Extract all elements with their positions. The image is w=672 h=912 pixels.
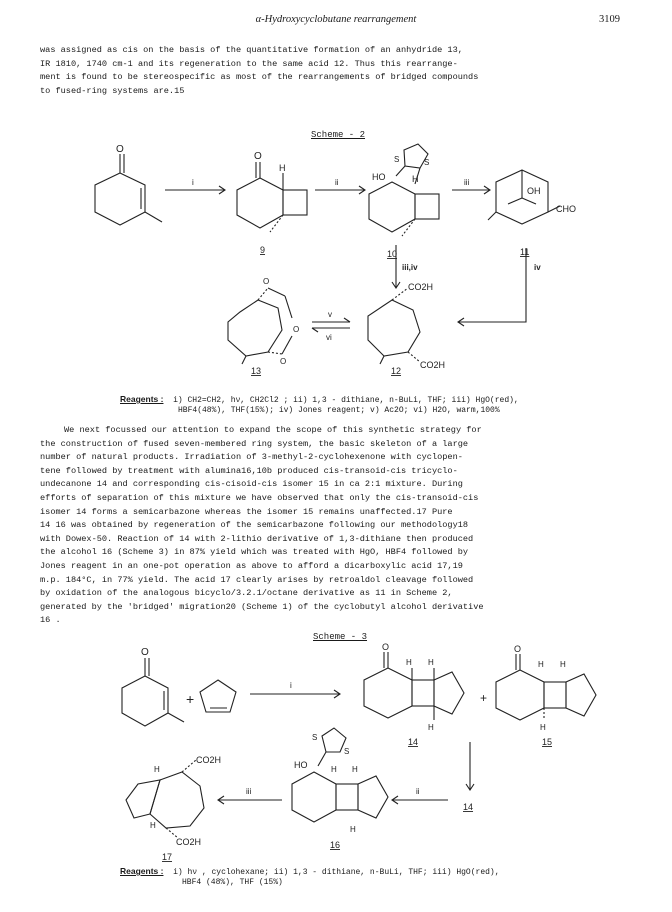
- page-number: 3109: [599, 14, 620, 25]
- compound-label: 13: [251, 366, 262, 376]
- compound-16-structure: [292, 728, 388, 834]
- arrow-iii: [218, 787, 282, 804]
- reagents-line: i) CH2=CH2, hν, CH2Cl2 ; ii) 1,3 - dithiane, n-BuLi, THF; iii) HgO(red),: [173, 396, 519, 405]
- text-line: the construction of fused seven-membered ring system, the basic skeleton of a large: [40, 438, 469, 449]
- arrow-i: [165, 178, 225, 194]
- text-line: IR 1810, 1740 cm-1 and its regeneration to the same acid 12. Thus this rearrange-: [40, 58, 458, 69]
- cyclopentene-structure: [200, 680, 236, 712]
- atom-label: O: [280, 357, 287, 366]
- text-line: 16 .: [40, 615, 61, 626]
- atom-label: O: [254, 151, 262, 162]
- running-head: α-Hydroxycyclobutane rearrangement: [255, 14, 417, 25]
- atom-label: O: [382, 642, 390, 652]
- compound-label: 15: [542, 737, 553, 747]
- reagents-heading: Reagents :: [120, 394, 164, 404]
- arrow-ii: [392, 787, 448, 804]
- scheme-3-title: Scheme - 3: [313, 632, 368, 642]
- arrow-label: v: [328, 310, 332, 319]
- intro-paragraph: [40, 44, 640, 98]
- atom-label: HO: [294, 760, 308, 770]
- arrow-label: i: [290, 681, 292, 690]
- text-line: by oxidation of the analogous bicyclo/3.2.1/octane derivative as 11 in Scheme 2,: [40, 588, 453, 599]
- scheme-2-title: Scheme - 2: [311, 130, 366, 140]
- arrow-ii: [315, 178, 365, 194]
- plus-sign: +: [186, 691, 195, 707]
- atom-label: CO2H: [408, 282, 434, 292]
- text-line: number of natural products. Irradiation of 3-methyl-2-cyclohexenone with cyclopen-: [40, 452, 463, 463]
- compound-17-structure: [126, 755, 221, 847]
- compound-label: 12: [391, 366, 402, 376]
- reagents-line: HBF4(48%), THF(15%); iv) Jones reagent; v) Ac2O; vi) H2O, warm,100%: [178, 406, 500, 415]
- atom-label: OH: [527, 186, 541, 196]
- atom-label: O: [116, 144, 124, 155]
- scheme-2-reagents: [120, 394, 519, 416]
- scheme-2-diagram: [0, 140, 672, 385]
- atom-label: H: [279, 163, 286, 173]
- equilibrium-arrows: [312, 310, 350, 342]
- atom-label: H: [538, 660, 544, 669]
- arrow-iii: [452, 178, 490, 194]
- atom-label: H: [428, 658, 434, 667]
- compound-15-structure: [496, 644, 596, 732]
- compound-label: 14: [408, 737, 419, 747]
- compound-label: 17: [162, 852, 173, 862]
- reagents-line: i) hν , cyclohexane; ii) 1,3 - dithiane, n-BuLi, THF; iii) HgO(red),: [173, 868, 500, 877]
- text-line: 14 16 was obtained by regeneration of the semicarbazone following our methodology18: [40, 520, 469, 531]
- arrow-label: iii,iv: [402, 263, 418, 272]
- text-line: to fused-ring systems are.15: [40, 85, 185, 96]
- compound-label: 16: [330, 840, 341, 850]
- atom-label: H: [412, 174, 419, 184]
- text-line: with Dowex-50. Reaction of 14 with 2-lithio derivative of 1,3-dithiane then produced: [40, 533, 474, 544]
- atom-label: HO: [372, 172, 386, 182]
- atom-label: CO2H: [420, 360, 446, 370]
- atom-label: S: [344, 747, 350, 756]
- compound-12-structure: [368, 282, 445, 370]
- compound-10-structure: [369, 144, 439, 236]
- arrow-label: i: [192, 178, 194, 187]
- compound-11-structure: [488, 170, 576, 224]
- arrow-iv: [458, 248, 541, 326]
- arrow-label: vi: [326, 333, 332, 342]
- atom-label: H: [331, 765, 337, 774]
- compound-label: 10: [387, 249, 398, 259]
- atom-label: O: [141, 647, 149, 658]
- arrow-i: [250, 681, 340, 698]
- compound-label: 14: [463, 802, 474, 812]
- arrow-down: [466, 742, 474, 790]
- scheme-3-reagents: [120, 866, 500, 888]
- atom-label: CO2H: [196, 755, 222, 765]
- text-line: generated by the 'bridged' migration20 (Scheme 1) of the cyclobutyl alcohol derivative: [40, 601, 484, 612]
- atom-label: O: [293, 325, 300, 334]
- atom-label: S: [424, 158, 430, 167]
- atom-label: O: [263, 277, 270, 286]
- compound-label: 9: [260, 245, 266, 255]
- text-line: Jones reagent in an one-pot operation as above to afford a dicarboxylic acid 17,19: [40, 560, 463, 571]
- arrow-label: iii: [464, 178, 470, 187]
- atom-label: O: [514, 644, 522, 654]
- atom-label: H: [352, 765, 358, 774]
- arrow-label: ii: [335, 178, 339, 187]
- atom-label: H: [150, 821, 156, 830]
- atom-label: H: [540, 723, 546, 732]
- atom-label: H: [154, 765, 160, 774]
- scheme-3-diagram: [0, 642, 672, 862]
- text-line: efforts of separation of this mixture we have observed that only the cis-transoid-cis: [40, 492, 479, 503]
- compound-9-structure: [237, 151, 307, 232]
- compound-label: 11: [520, 247, 530, 257]
- text-line: ment is found to be stereospecific as most of the rearrangements of bridged compounds: [40, 72, 479, 83]
- reagents-line: HBF4 (48%), THF (15%): [182, 878, 283, 887]
- arrow-label: iii: [246, 787, 252, 796]
- atom-label: S: [394, 155, 400, 164]
- atom-label: CHO: [556, 204, 576, 214]
- body-paragraph: [40, 424, 640, 628]
- text-line: isomer 14 forms a semicarbazone whereas the isomer 15 remains unaffected.17 Pure: [40, 506, 453, 517]
- atom-label: H: [428, 723, 434, 732]
- atom-label: H: [560, 660, 566, 669]
- text-line: was assigned as cis on the basis of the quantitative formation of an anhydride 13,: [40, 45, 463, 55]
- compound-13-structure: [228, 277, 299, 366]
- atom-label: S: [312, 733, 318, 742]
- reagents-heading: Reagents :: [120, 866, 164, 876]
- arrow-label: ii: [416, 787, 420, 796]
- text-line: m.p. 184°C, in 77% yield. The acid 17 clearly arises by retroaldol cleavage followed: [40, 574, 474, 585]
- enone-structure: [122, 647, 184, 726]
- enone-structure: [95, 144, 162, 225]
- compound-14-structure: [364, 642, 464, 732]
- atom-label: H: [406, 658, 412, 667]
- atom-label: H: [350, 825, 356, 834]
- plus-sign: +: [480, 691, 488, 705]
- atom-label: CO2H: [176, 837, 202, 847]
- text-line: the alcohol 16 (Scheme 3) in 87% yield which was treated with HgO, HBF4 followed by: [40, 547, 469, 558]
- text-line: tene followed by treatment with alumina16,10b produced cis-transoid-cis tricyclo-: [40, 465, 458, 476]
- text-line: undecanone 14 and corresponding cis-cisoid-cis isomer 15 in ca 2:1 mixture. During: [40, 479, 463, 490]
- text-line: We next focussed our attention to expand the scope of this synthetic strategy for: [64, 425, 482, 435]
- arrow-label: iv: [534, 263, 541, 272]
